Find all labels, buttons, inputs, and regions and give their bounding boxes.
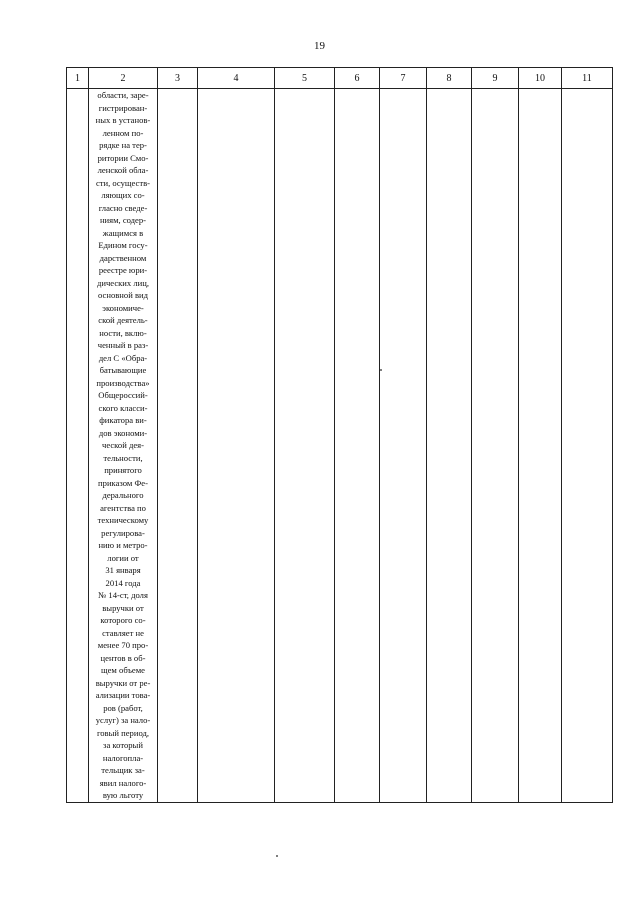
- cell-text-line: реестре юри-: [98, 265, 148, 275]
- cell-text-line: ческой дея-: [102, 440, 144, 450]
- cell-text-line: гласно сведе-: [98, 202, 148, 213]
- cell-text-line: 2014 года: [105, 577, 141, 588]
- cell-col-6: [335, 89, 380, 803]
- cell-text-line: услуг) за нало-: [95, 715, 151, 725]
- cell-col-5: [275, 89, 335, 803]
- column-header-2: 2: [89, 68, 158, 89]
- column-header-11: 11: [562, 68, 613, 89]
- cell-text-line: говый период,: [96, 727, 150, 738]
- cell-text-line: техническому: [97, 515, 149, 525]
- cell-text-line: за который: [103, 740, 143, 750]
- cell-text-line: агентства по: [100, 502, 146, 513]
- cell-text-line: дов экономи-: [98, 427, 148, 438]
- cell-text-line: ности, вклю-: [99, 327, 147, 338]
- cell-text-line: батывающие: [99, 365, 147, 375]
- column-header-1: 1: [67, 68, 89, 89]
- cell-text-line: 31 января: [105, 565, 141, 575]
- cell-text-line: щем объеме: [101, 665, 145, 675]
- cell-col-11: [562, 89, 613, 803]
- cell-text-line: логии от: [107, 552, 139, 563]
- cell-text-line: ленской обла-: [97, 165, 149, 175]
- page-number: 19: [314, 40, 325, 52]
- cell-text-line: № 14-ст, доля: [98, 590, 148, 600]
- cell-text-line: тельщик за-: [101, 765, 145, 775]
- cell-col-9: [472, 89, 519, 803]
- column-header-5: 5: [275, 68, 335, 89]
- cell-text-line: регулирова-: [101, 527, 145, 538]
- cell-text-line: сти, осуществ-: [95, 177, 151, 188]
- column-header-9: 9: [472, 68, 519, 89]
- cell-text-line: ров (работ,: [103, 702, 143, 713]
- cell-text-line: ритории Смо-: [97, 152, 149, 163]
- cell-col-8: [427, 89, 472, 803]
- cell-text-line: ляющих со-: [101, 190, 145, 200]
- cell-text-line: выручки от ре-: [95, 677, 151, 688]
- scan-speck: [276, 855, 278, 857]
- cell-text-line: выручки от: [102, 602, 144, 613]
- cell-text-line: дических лиц,: [97, 277, 149, 288]
- document-table: [66, 67, 613, 803]
- cell-text-line: Едином госу-: [98, 240, 148, 250]
- cell-col-4: [198, 89, 275, 803]
- cell-text-line: вую льготу: [102, 790, 144, 800]
- cell-text-line: нию и метро-: [98, 540, 148, 550]
- cell-text-line: жащимся в: [102, 227, 144, 238]
- cell-text-line: области, заре-: [97, 90, 149, 100]
- column-header-10: 10: [519, 68, 562, 89]
- cell-text-line: гистрирован-: [98, 102, 148, 113]
- cell-text-line: ниям, содер-: [99, 215, 147, 225]
- scan-speck: [380, 369, 382, 371]
- cell-text-line: ализации това-: [95, 690, 151, 700]
- cell-text-line: приказом Фе-: [98, 477, 148, 488]
- cell-text-line: ской деятель-: [98, 315, 148, 325]
- column-header-3: 3: [158, 68, 198, 89]
- cell-text-line: принятого: [104, 465, 142, 475]
- column-header-7: 7: [380, 68, 427, 89]
- cell-col-3: [158, 89, 198, 803]
- column-header-6: 6: [335, 68, 380, 89]
- cell-text-line: экономиче-: [102, 302, 144, 313]
- cell-col-1: [67, 89, 89, 803]
- cell-text-line: дерального: [102, 490, 144, 500]
- cell-text-line: ных в установ-: [95, 115, 151, 125]
- table-header-row: [67, 68, 613, 89]
- cell-text-line: основной вид: [98, 290, 148, 300]
- cell-text-line: Общероссий-: [98, 390, 148, 400]
- cell-col-10: [519, 89, 562, 803]
- cell-text-line: ленном по-: [102, 127, 144, 138]
- cell-text-line: ченный в раз-: [97, 340, 149, 350]
- cell-text-line: производства»: [96, 377, 150, 388]
- cell-text-line: явил налого-: [99, 777, 147, 788]
- cell-text-line: менее 70 про-: [97, 640, 149, 650]
- cell-col-2-text: [89, 89, 158, 803]
- cell-text-line: центов в об-: [100, 652, 146, 663]
- cell-col-7: [380, 89, 427, 803]
- cell-text-line: которого со-: [100, 615, 146, 625]
- column-header-4: 4: [198, 68, 275, 89]
- cell-text-line: ского класси-: [98, 402, 148, 413]
- cell-text-line: рядке на тер-: [99, 140, 147, 150]
- cell-text-line: налогопла-: [102, 752, 144, 763]
- cell-text-line: фикатора ви-: [99, 415, 147, 425]
- cell-text-line: тельности,: [103, 452, 143, 463]
- cell-text-line: дел С «Обра-: [98, 352, 148, 363]
- column-header-8: 8: [427, 68, 472, 89]
- cell-text-line: дарственном: [99, 252, 147, 263]
- cell-text-line: ставляет не: [102, 627, 144, 638]
- table-row: [67, 89, 613, 803]
